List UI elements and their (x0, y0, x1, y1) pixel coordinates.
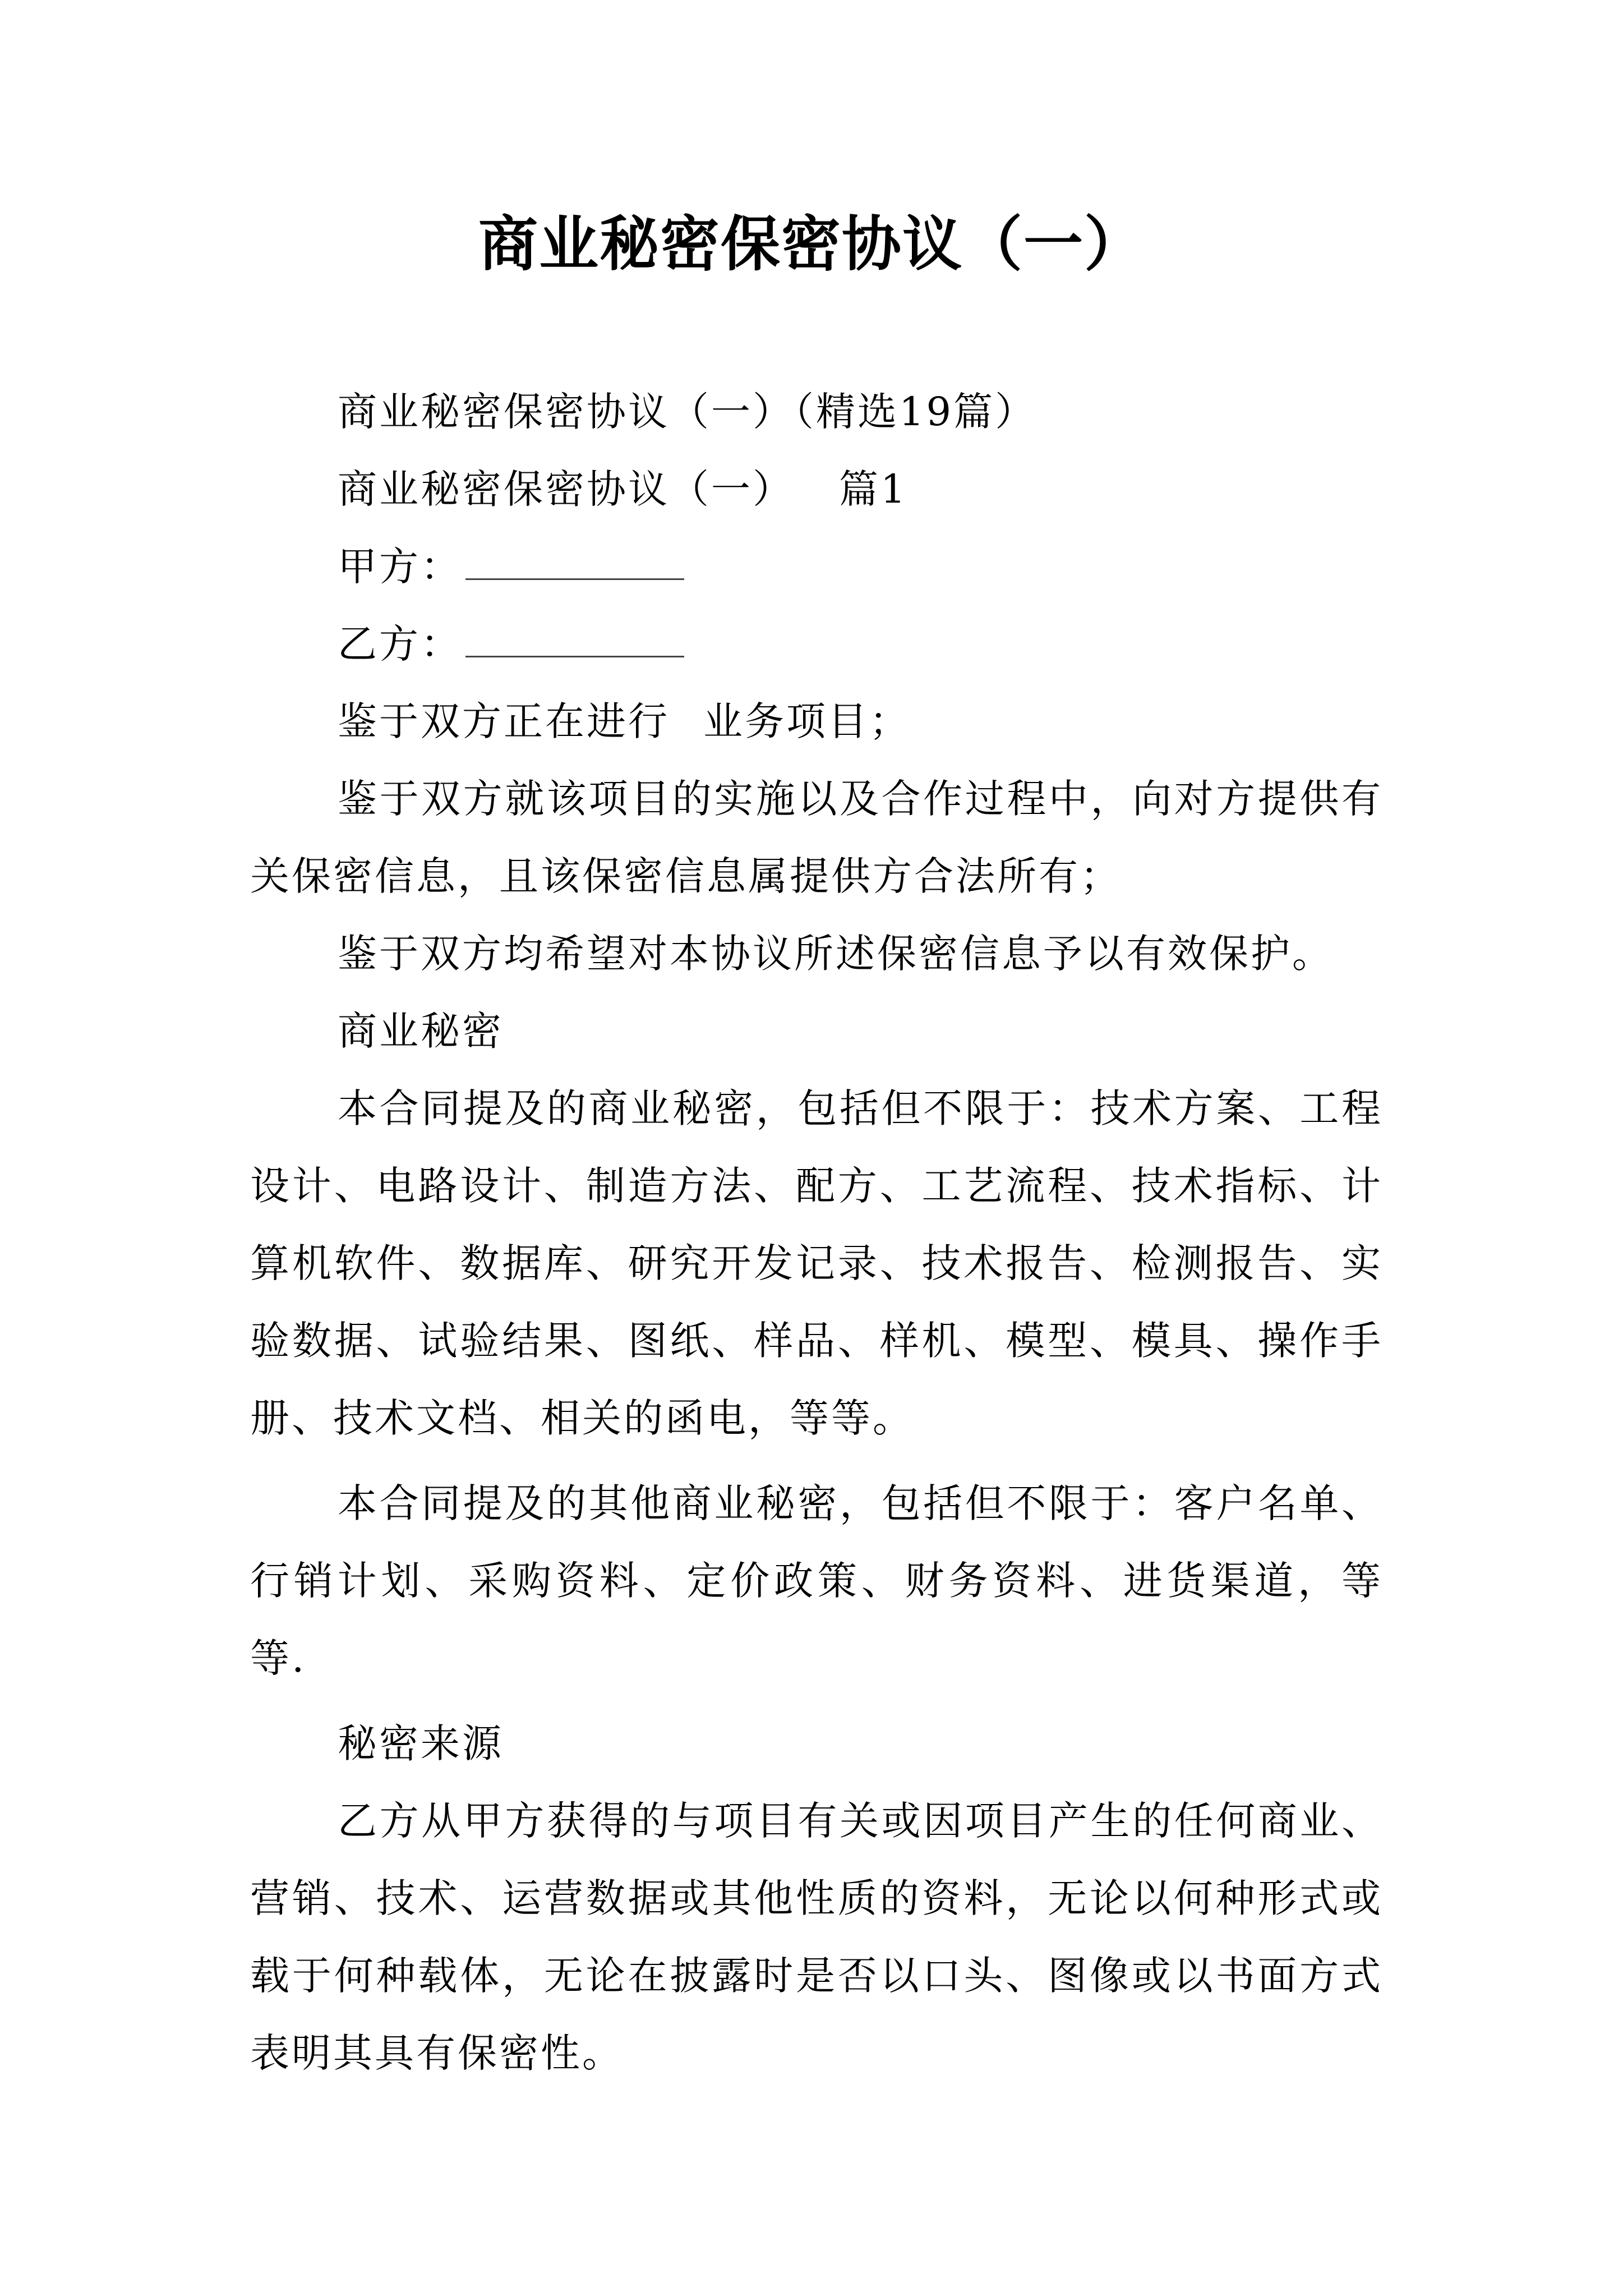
party-a-blank (465, 541, 684, 580)
party-b-label: 乙方： (338, 621, 462, 667)
para-source: 乙方从甲方获得的与项目有关或因项目产生的任何商业、营销、技术、运营数据或其他性质的资料，无论以何种形式或载于何种载体，无论在披露时是否以口头、图像或以书面方式表明其具有保密性。 (250, 1798, 1383, 2076)
party-b-line (250, 605, 1383, 683)
recital-3: 鉴于双方均希望对本协议所述保密信息予以有效保护。 (338, 931, 1334, 977)
heading-trade-secret: 商业秘密 (338, 1008, 504, 1054)
party-a-line (250, 528, 1383, 605)
subtitle: 商业秘密保密协议（一）（精选19篇） (338, 389, 1037, 435)
heading-source: 秘密来源 (338, 1720, 504, 1766)
party-a-label: 甲方： (338, 544, 462, 590)
chapter-number: 篇1 (839, 466, 908, 512)
recital-1 (250, 683, 1383, 760)
para-trade-secret-2: 本合同提及的其他商业秘密，包括但不限于：客户名单、行销计划、采购资料、定价政策、财务资料、进货渠道，等等. (250, 1480, 1383, 1681)
party-b-blank (465, 619, 684, 657)
recital-1-b: 业务项目； (703, 698, 911, 744)
document-body (250, 373, 1383, 2092)
chapter-heading (250, 450, 1383, 528)
para-trade-secret-1: 本合同提及的商业秘密，包括但不限于：技术方案、工程设计、电路设计、制造方法、配方、工艺流程、技术指标、计算机软件、数据库、研究开发记录、技术报告、检测报告、实验数据、试验结果、图纸、样品、样机、模型、模具、操作手册、技术文档、相关的函电，等等。 (250, 1085, 1383, 1441)
recital-2: 鉴于双方就该项目的实施以及合作过程中，向对方提供有关保密信息，且该保密信息属提供方合法所有； (250, 776, 1383, 899)
recital-1-a: 鉴于双方正在进行 (338, 698, 670, 744)
document-title: 商业秘密保密协议（一） (478, 209, 1145, 279)
chapter-title: 商业秘密保密协议（一） (338, 466, 794, 512)
